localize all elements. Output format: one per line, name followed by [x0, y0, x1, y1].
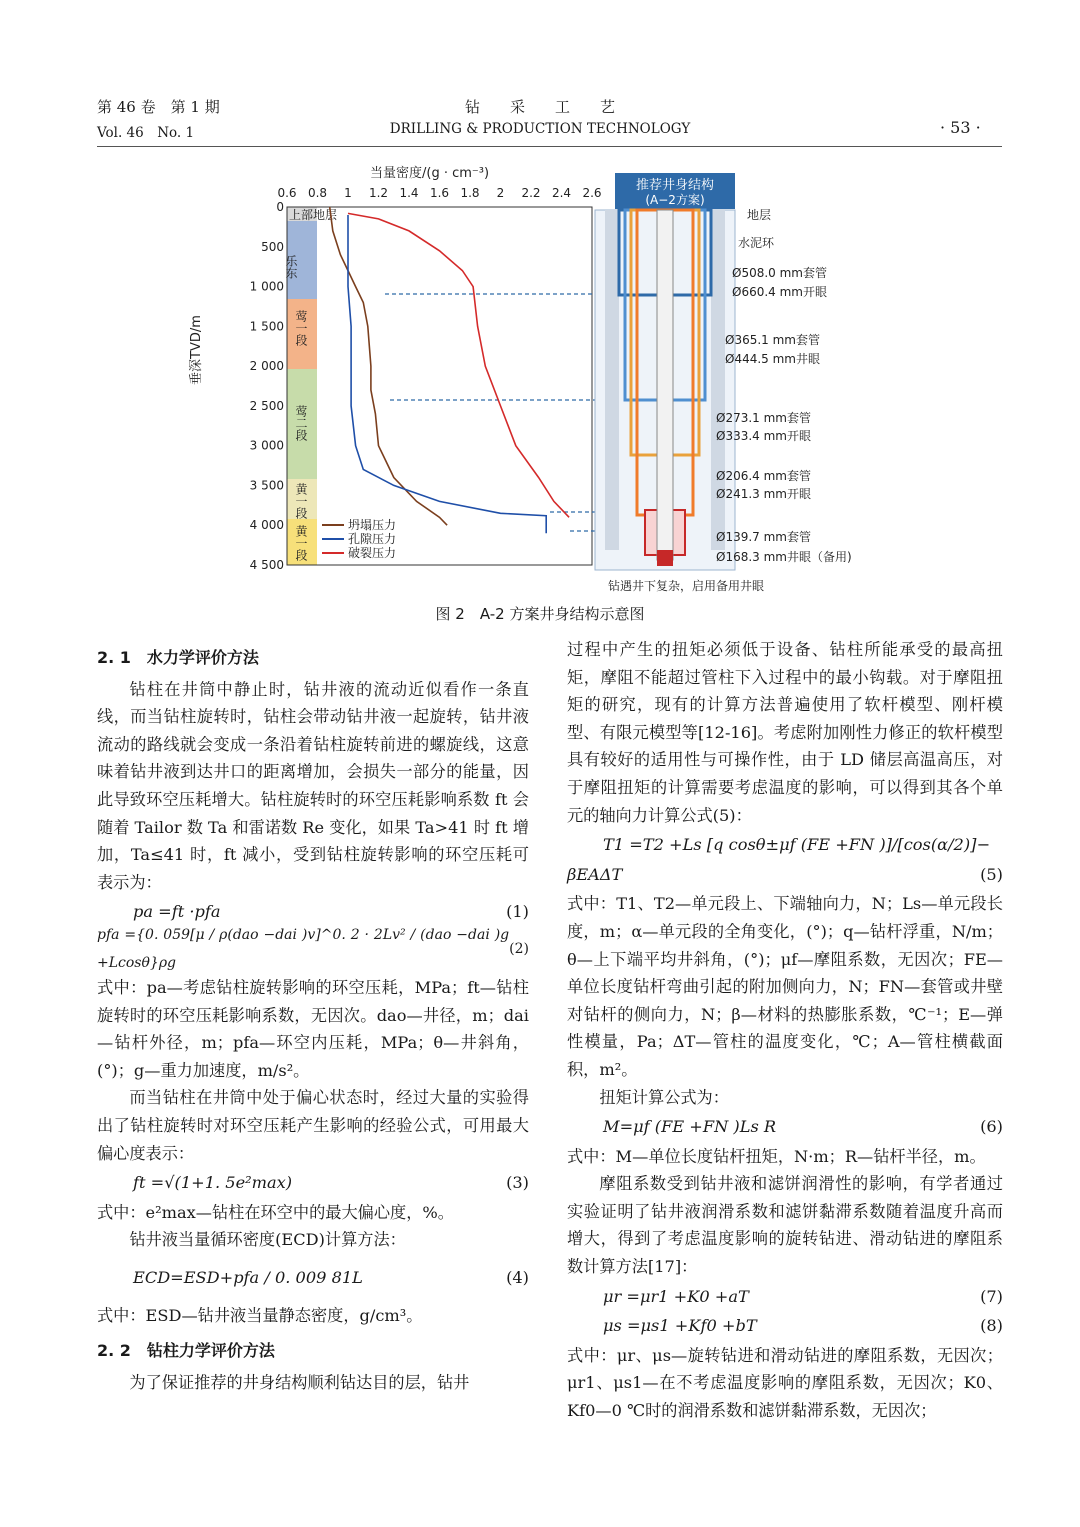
right-paragraph-3: 扭矩计算公式为： — [599, 1087, 729, 1107]
y-tick-label: 3 000 — [249, 438, 284, 453]
equation-5a: T1 =T2 +Ls [q cosθ±μf (FE +FN )]/[cos(α/2)]− — [603, 835, 991, 855]
label-hole-660: Ø660.4 mm开眼 — [732, 285, 827, 299]
stratum-label-2: 莺一段 — [294, 310, 308, 346]
stratum-label-1: 乐东 — [284, 255, 298, 279]
x-tick-label: 1.8 — [460, 186, 480, 200]
section-2-1-heading: 2. 1 水力学评价方法 — [97, 648, 259, 667]
x-tick-label: 2.4 — [551, 186, 572, 200]
x-tick-label: 1.2 — [368, 186, 389, 200]
x-tick-label: 1.6 — [429, 186, 450, 200]
stratum-label-5: 黄一段 — [294, 525, 308, 561]
left-paragraph-4: 式中：e²max—钻柱在环空中的最大偏心度，%。 — [97, 1202, 454, 1222]
plot-frame — [287, 207, 592, 565]
legend-label-pore: 孔隙压力 — [348, 532, 397, 546]
left-paragraph-5: 钻井液当量循环密度(ECD)计算方法： — [129, 1230, 406, 1250]
x-tick-label: 2.2 — [521, 186, 541, 200]
panel-title: 推荐井身结构 — [635, 178, 715, 193]
left-paragraph-6: 式中：ESD—钻井液当量静态密度，g/cm³。 — [97, 1305, 423, 1325]
equation-5b: βEAΔT (5) — [567, 864, 1003, 884]
stratum-label-0: 上部地层 — [289, 208, 338, 222]
y-tick-label: 1 000 — [249, 279, 284, 294]
left-paragraph-1: 钻柱在井筒中静止时，钻井液的流动近似看作一条直线，而当钻柱旋转时，钻柱会带动钻井液一起旋转，钻井液流动的路线就会变成一条沿着钻柱旋转前进的螺旋线，这意味着钻井液到达井口的距离增加，会损失一部分的能量，因此导致环空压耗增大。钻柱旋转时的环空压耗影响系数 ft 会随着 Tailor 数 Ta 和雷诺数 Re 变化，如果 Ta>41 时 ft 增加，Ta≤41 时，ft 减小，受到钻柱旋转影响的环空压耗可表示为： — [97, 679, 529, 892]
journal-volume-cn: 第 46 卷 第 1 期 — [97, 98, 220, 116]
y-tick-label: 2 500 — [249, 398, 284, 413]
x-axis-title: 当量密度/(g · cm⁻³) — [370, 166, 490, 181]
label-formation: 地层 — [747, 208, 772, 222]
figure-note: 钻遇井下复杂，启用备用井眼 — [608, 579, 765, 593]
label-liner-139: Ø139.7 mm套管 — [716, 530, 811, 544]
left-column — [97, 636, 529, 1397]
y-tick-label: 500 — [261, 239, 284, 254]
header-rule — [97, 146, 1002, 147]
y-tick-label: 1 500 — [249, 319, 284, 334]
equation-1: pa =ft ·pfa (1) — [133, 902, 529, 922]
label-casing-206: Ø206.4 mm套管 — [716, 469, 811, 483]
y-tick-label: 4 000 — [249, 518, 284, 533]
legend-label-collapse: 坍塌压力 — [348, 518, 397, 532]
pore-pressure-line — [348, 215, 546, 533]
label-hole-241: Ø241.3 mm开眼 — [716, 487, 811, 501]
y-tick-label: 3 500 — [249, 478, 284, 493]
x-tick-label: 1.4 — [399, 186, 419, 200]
stratum-label-4: 黄一段 — [294, 483, 308, 519]
journal-volume-en: Vol. 46 No. 1 — [97, 125, 195, 141]
legend-label-fracture: 破裂压力 — [348, 546, 397, 560]
x-tick-label: 2 — [496, 186, 505, 200]
left-paragraph-2: 式中：pa—考虑钻柱旋转影响的环空压耗，MPa；ft—钻柱旋转时的环空压耗影响系数，无因次。dao—井径，m；dai—钻杆外径，m；pfa—环空内压耗，MPa；θ—井斜角，(°)；g—重力加速度，m/s²。 — [97, 977, 529, 1080]
equation-3: ft =√(1+1. 5e²max) (3) — [133, 1173, 529, 1193]
label-cement: 水泥环 — [738, 236, 775, 250]
label-hole-444: Ø444.5 mm井眼 — [725, 352, 820, 366]
label-casing-273: Ø273.1 mm套管 — [716, 411, 811, 425]
equation-2: pfa ={0. 059[μ / ρ(dao −dai )v]^0. 2 · 2Lv² / (dao −dai )g +Lcosθ}ρg (2) — [97, 927, 529, 971]
y-axis-title: 垂深TVD/m — [189, 315, 204, 385]
figure-2 — [189, 165, 880, 595]
right-paragraph-1: 过程中产生的扭矩必须低于设备、钻柱所能承受的最高扭矩，摩阻不能超过管柱下入过程中的最小钩载。对于摩阻扭矩的研究，现有的计算方法普遍使用了软杆模型、刚杆模型、有限元模型等[12-16]。考虑附加刚性力修正的软杆模型具有较好的适用性与可操作性，由于 LD 储层高温高压，对于摩阻扭矩的计算需要考虑温度的影响，可以得到其各个单元的轴向力计算公式(5)： — [567, 640, 1003, 825]
section-2-2-heading: 2. 2 钻柱力学评价方法 — [97, 1341, 275, 1361]
stratum-label-3: 莺二段 — [294, 405, 308, 441]
equation-6: M=μf (FE +FN )Ls R (6) — [603, 1117, 1003, 1137]
journal-title-cn: 钻 采 工 艺 — [464, 98, 615, 116]
right-paragraph-5: 摩阻系数受到钻井液和滤饼润滑性的影响，有学者通过实验证明了钻井液润滑系数和滤饼黏滞系数随着温度升高而增大，得到了考虑温度影响的旋转钻进、滑动钻进的摩阻系数计算方法[17]： — [567, 1174, 1003, 1277]
page-number: · 53 · — [940, 118, 981, 137]
journal-title-en: DRILLING & PRODUCTION TECHNOLOGY — [389, 121, 691, 137]
right-paragraph-6: 式中：μr、μs—旋转钻进和滑动钻进的摩阻系数，无因次；μr1、μs1—在不考虑温度影响的摩阻系数，无因次；K0、Kf0—0 ℃时的润滑系数和滤饼黏滞系数，无因次； — [567, 1345, 1003, 1421]
right-column — [567, 636, 1003, 1425]
equation-4: ECD=ESD+pfa / 0. 009 81L (4) — [133, 1268, 529, 1288]
x-tick-label: 2.6 — [582, 186, 602, 200]
drill-bit — [657, 550, 673, 566]
equation-8: μs =μs1 +Kf0 +bT (8) — [603, 1316, 1003, 1336]
panel-subtitle: (A−2方案) — [645, 193, 705, 207]
y-tick-label: 0 — [276, 200, 284, 214]
y-tick-label: 4 500 — [249, 558, 284, 572]
right-paragraph-2: 式中：T1、T2—单元段上、下端轴向力，N；Ls—单元段长度，m；α—单元段的全角变化，(°)；q—钻杆浮重，N/m；θ—上下端平均井斜角，(°)；μf—摩阻系数，无因次；FE—单位长度钻杆弯曲引起的附加侧向力，N；FN—套管或井壁对钻杆的侧向力，N；β—材料的热膨胀系数，℃⁻¹；E—弹性模量，Pa；ΔT—管柱的温度变化，℃；A—管柱横截面积，m²。 — [567, 894, 1003, 1079]
x-tick-label: 0.8 — [307, 186, 328, 200]
fracture-pressure-line — [348, 213, 569, 517]
figure-caption: 图 2 A-2 方案井身结构示意图 — [435, 605, 645, 623]
drill-string — [657, 210, 673, 560]
x-tick-label: 1 — [344, 186, 352, 200]
label-casing-508: Ø508.0 mm套管 — [732, 266, 827, 280]
right-paragraph-4: 式中：M—单位长度钻杆扭矩，N·m；R—钻杆半径，m。 — [567, 1146, 986, 1166]
y-tick-label: 2 000 — [249, 359, 284, 374]
left-paragraph-3: 而当钻柱在井筒中处于偏心状态时，经过大量的实验得出了钻柱旋转时对环空压耗产生影响的经验公式，可用最大偏心度表示： — [97, 1088, 529, 1163]
label-hole-333: Ø333.4 mm开眼 — [716, 429, 811, 443]
label-hole-168: Ø168.3 mm井眼（备用) — [716, 550, 852, 564]
cement-left — [605, 210, 619, 550]
left-paragraph-7: 为了保证推荐的井身结构顺利钻达目的层，钻井 — [129, 1373, 470, 1393]
equation-7: μr =μr1 +K0 +aT (7) — [603, 1286, 1003, 1306]
label-casing-365: Ø365.1 mm套管 — [725, 333, 820, 347]
x-tick-label: 0.6 — [277, 186, 297, 200]
